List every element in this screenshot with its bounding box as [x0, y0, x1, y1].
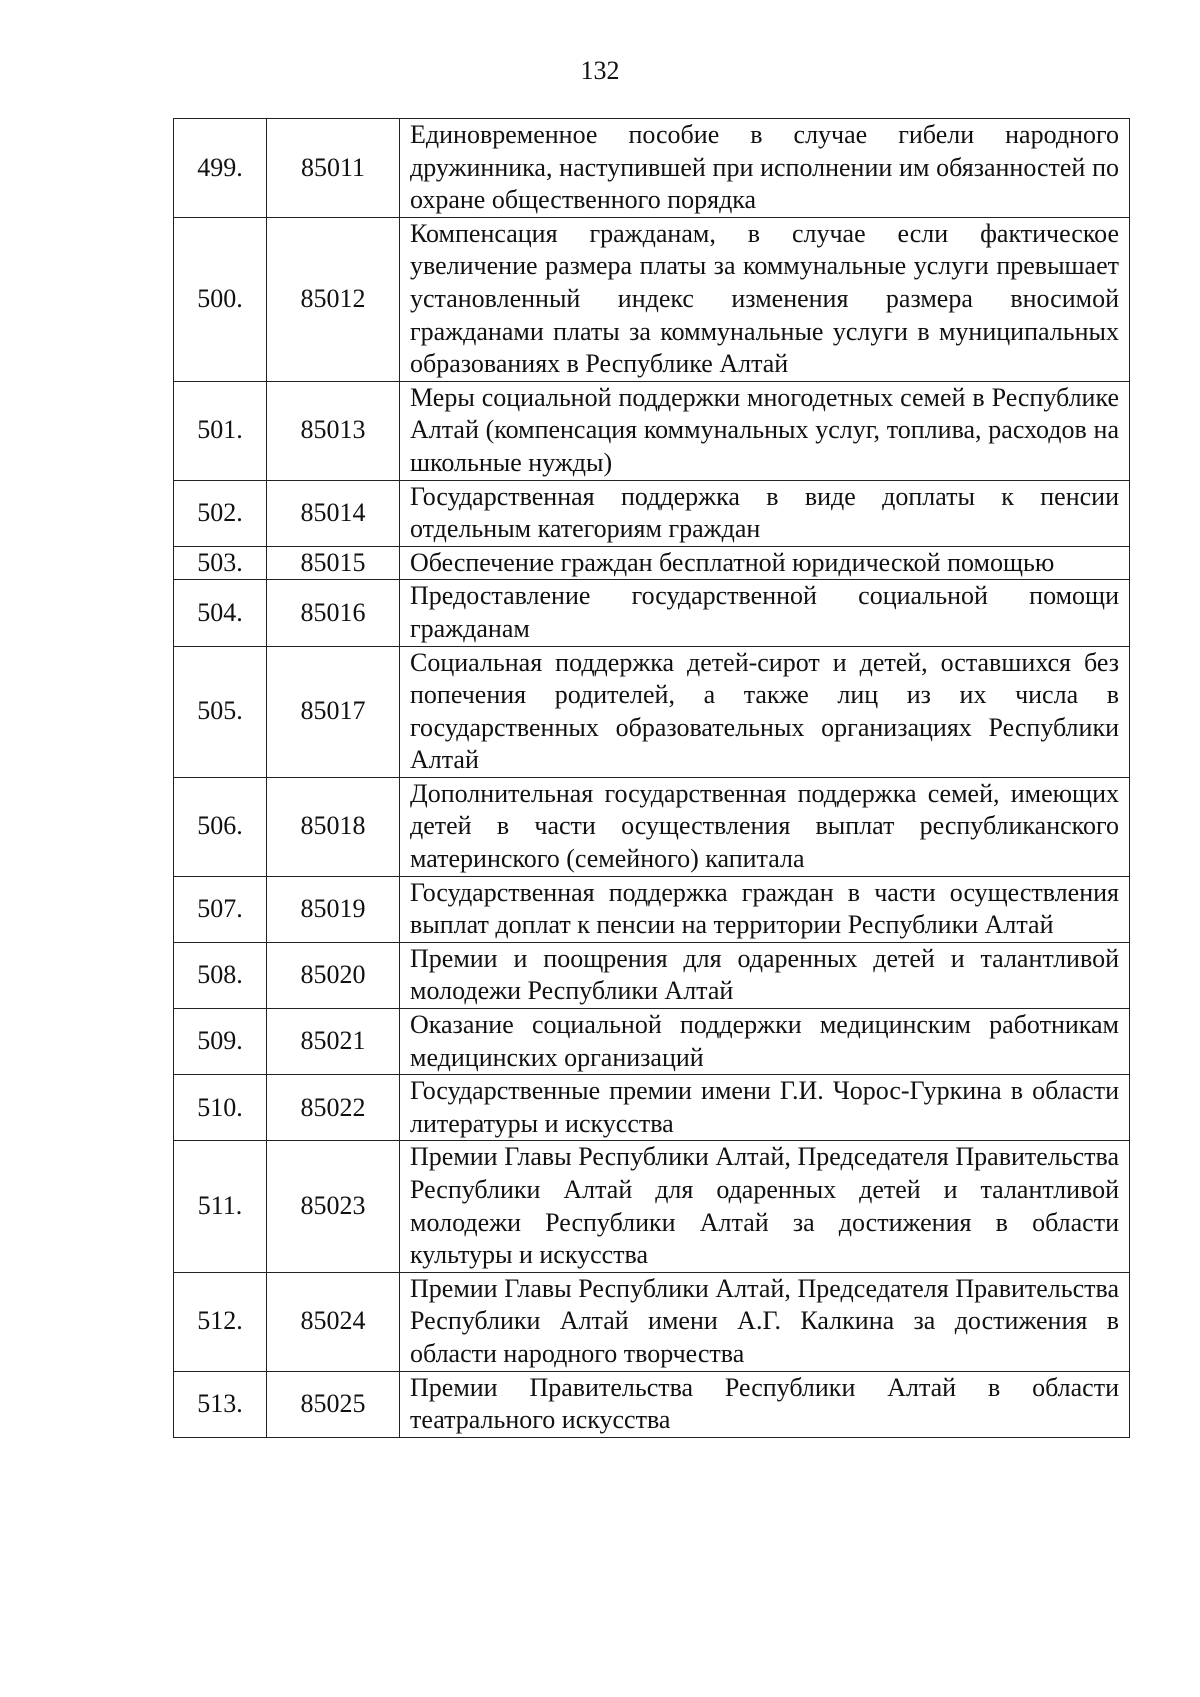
- row-description: Компенсация гражданам, в случае если фактическое увеличение размера платы за коммунальные услуги превышает установленный индекс изменения размера вносимой гражданами платы за коммунальные услуги в муниципальных образованиях в Республике Алтай: [400, 217, 1130, 381]
- page-number: 132: [580, 56, 620, 85]
- table-row: [174, 1075, 1130, 1141]
- row-number: 513.: [174, 1371, 267, 1437]
- row-number: 509.: [174, 1009, 267, 1075]
- row-number: 505.: [174, 646, 267, 777]
- row-description: Предоставление государственной социальной помощи гражданам: [400, 580, 1130, 646]
- row-code: 85014: [267, 480, 400, 546]
- row-number: 507.: [174, 876, 267, 942]
- row-number: 504.: [174, 580, 267, 646]
- table-row: [174, 580, 1130, 646]
- row-description: Государственная поддержка в виде доплаты к пенсии отдельным категориям граждан: [400, 480, 1130, 546]
- row-description: Меры социальной поддержки многодетных семей в Республике Алтай (компенсация коммунальных услуг, топлива, расходов на школьные нужды): [400, 381, 1130, 480]
- row-number: 500.: [174, 217, 267, 381]
- table-row: [174, 646, 1130, 777]
- row-number: 502.: [174, 480, 267, 546]
- table-row: [174, 480, 1130, 546]
- row-description: Государственная поддержка граждан в части осуществления выплат доплат к пенсии на территории Республики Алтай: [400, 876, 1130, 942]
- table-row: [174, 876, 1130, 942]
- row-code: 85018: [267, 777, 400, 876]
- table-row: [174, 546, 1130, 580]
- row-code: 85015: [267, 546, 400, 580]
- row-description: Социальная поддержка детей-сирот и детей, оставшихся без попечения родителей, а также лиц из их числа в государственных образовательных организациях Республики Алтай: [400, 646, 1130, 777]
- codes-table: [173, 118, 1130, 1438]
- row-code: 85020: [267, 942, 400, 1008]
- row-description: Обеспечение граждан бесплатной юридической помощью: [400, 546, 1130, 580]
- table-row: [174, 1141, 1130, 1272]
- row-number: 512.: [174, 1272, 267, 1371]
- row-code: 85021: [267, 1009, 400, 1075]
- row-code: 85025: [267, 1371, 400, 1437]
- row-description: Премии и поощрения для одаренных детей и талантливой молодежи Республики Алтай: [400, 942, 1130, 1008]
- row-description: Дополнительная государственная поддержка семей, имеющих детей в части осуществления выплат республиканского материнского (семейного) капитала: [400, 777, 1130, 876]
- row-number: 499.: [174, 119, 267, 218]
- table-row: [174, 1272, 1130, 1371]
- table-row: [174, 942, 1130, 1008]
- row-code: 85017: [267, 646, 400, 777]
- row-number: 506.: [174, 777, 267, 876]
- row-code: 85013: [267, 381, 400, 480]
- row-number: 508.: [174, 942, 267, 1008]
- row-description: Премии Главы Республики Алтай, Председателя Правительства Республики Алтай имени А.Г. Калкина за достижения в области народного творчества: [400, 1272, 1130, 1371]
- row-code: 85016: [267, 580, 400, 646]
- table-row: [174, 1009, 1130, 1075]
- row-number: 501.: [174, 381, 267, 480]
- row-code: 85023: [267, 1141, 400, 1272]
- row-code: 85024: [267, 1272, 400, 1371]
- table-row: [174, 777, 1130, 876]
- codes-table-body: [174, 119, 1130, 1438]
- row-description: Государственные премии имени Г.И. Чорос-Гуркина в области литературы и искусства: [400, 1075, 1130, 1141]
- row-description: Оказание социальной поддержки медицинским работникам медицинских организаций: [400, 1009, 1130, 1075]
- row-code: 85019: [267, 876, 400, 942]
- row-number: 511.: [174, 1141, 267, 1272]
- table-row: [174, 119, 1130, 218]
- row-description: Премии Главы Республики Алтай, Председателя Правительства Республики Алтай для одаренных детей и талантливой молодежи Республики Алтай за достижения в области культуры и искусства: [400, 1141, 1130, 1272]
- table-row: [174, 217, 1130, 381]
- row-number: 503.: [174, 546, 267, 580]
- row-description: Премии Правительства Республики Алтай в области театрального искусства: [400, 1371, 1130, 1437]
- row-number: 510.: [174, 1075, 267, 1141]
- row-code: 85012: [267, 217, 400, 381]
- table-row: [174, 1371, 1130, 1437]
- row-code: 85011: [267, 119, 400, 218]
- table-row: [174, 381, 1130, 480]
- row-code: 85022: [267, 1075, 400, 1141]
- row-description: Единовременное пособие в случае гибели народного дружинника, наступившей при исполнении им обязанностей по охране общественного порядка: [400, 119, 1130, 218]
